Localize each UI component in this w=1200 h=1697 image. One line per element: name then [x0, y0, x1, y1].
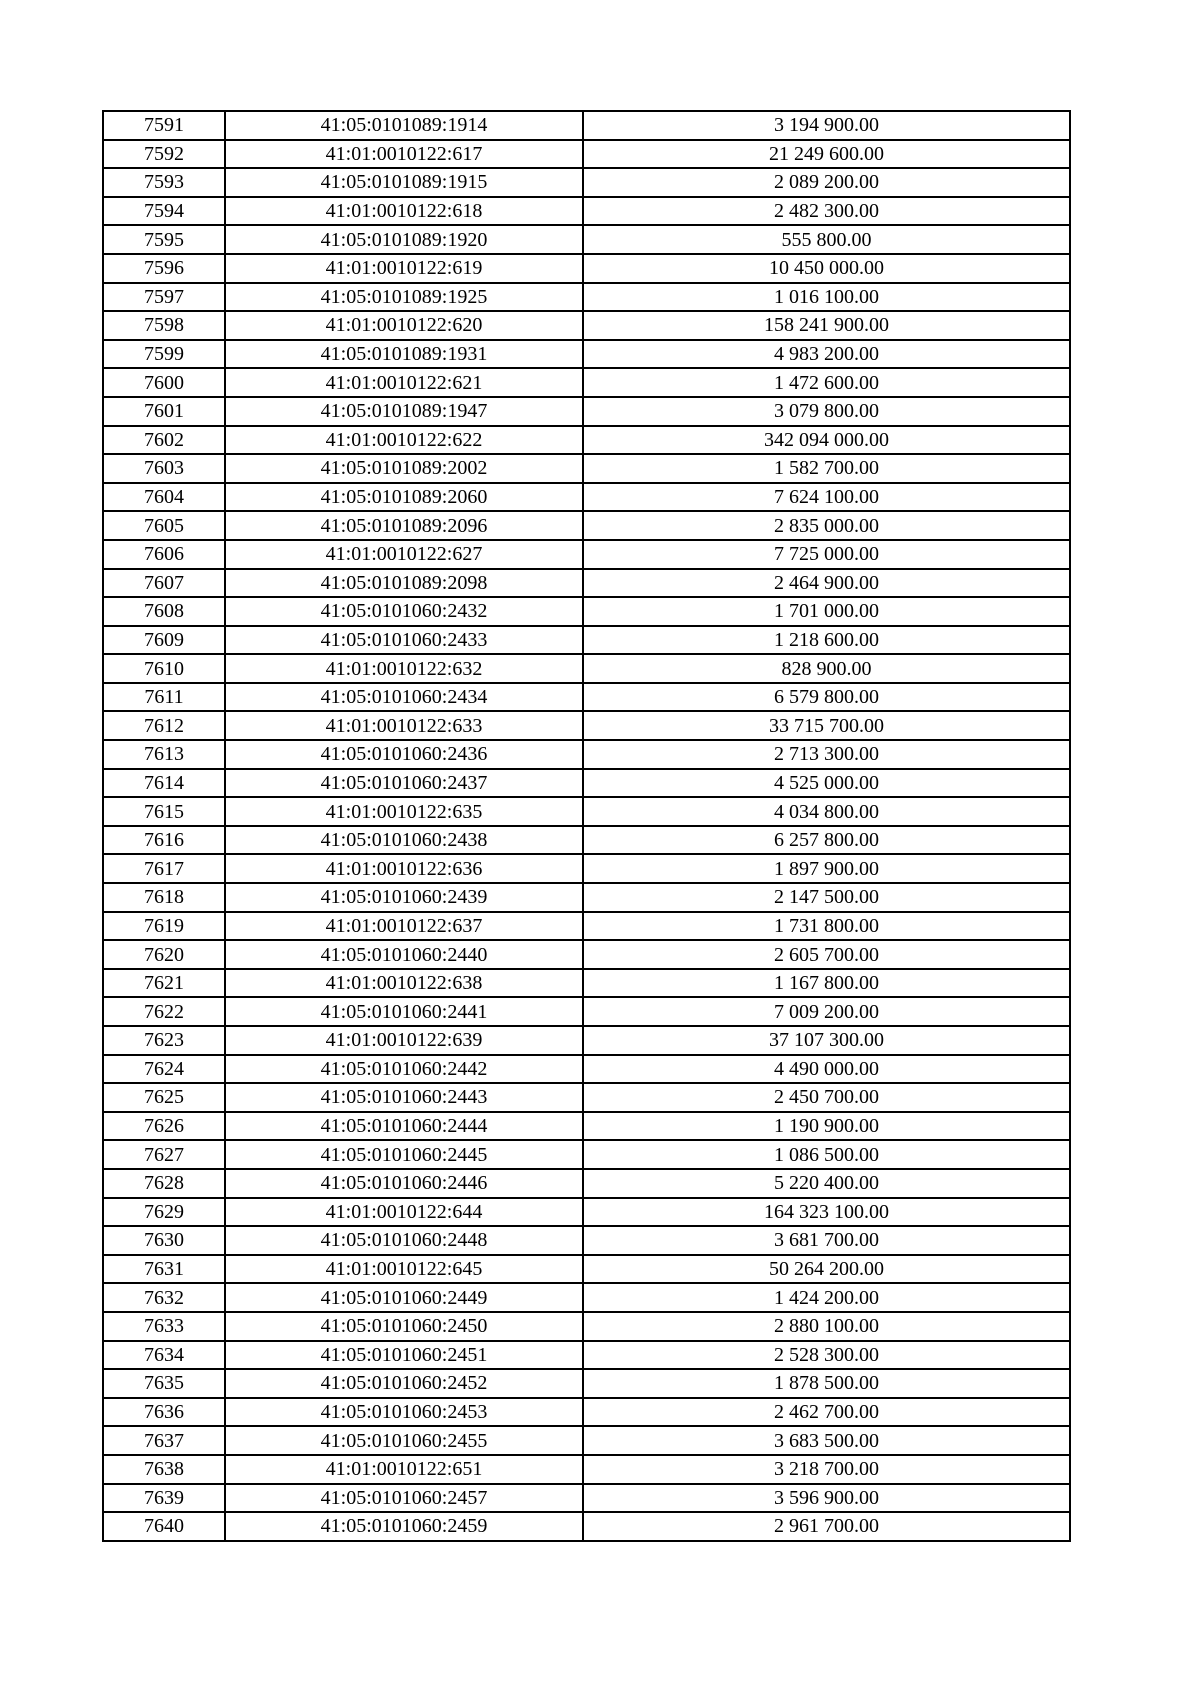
- cadastral-value-cell: 2 605 700.00: [583, 940, 1070, 969]
- cadastral-value-cell: 828 900.00: [583, 654, 1070, 683]
- cadastral-value-cell: 7 009 200.00: [583, 997, 1070, 1026]
- row-number-cell: 7597: [103, 283, 225, 312]
- table-row: [103, 769, 1070, 798]
- cadastral-value-cell: 2 089 200.00: [583, 168, 1070, 197]
- cadastral-value-cell: 3 194 900.00: [583, 111, 1070, 140]
- row-number-cell: 7624: [103, 1055, 225, 1084]
- row-number-cell: 7614: [103, 769, 225, 798]
- table-row: [103, 340, 1070, 369]
- cadastral-value-cell: 1 897 900.00: [583, 854, 1070, 883]
- row-number-cell: 7602: [103, 426, 225, 455]
- table-row: [103, 1055, 1070, 1084]
- cadastral-number-cell: 41:05:0101089:2002: [225, 454, 583, 483]
- cadastral-number-cell: 41:01:0010122:639: [225, 1026, 583, 1055]
- table-row: [103, 483, 1070, 512]
- table-row: [103, 940, 1070, 969]
- table-row: [103, 397, 1070, 426]
- table-row: [103, 1255, 1070, 1284]
- row-number-cell: 7637: [103, 1426, 225, 1455]
- row-number-cell: 7640: [103, 1512, 225, 1541]
- cadastral-value-cell: 2 961 700.00: [583, 1512, 1070, 1541]
- cadastral-number-cell: 41:05:0101060:2433: [225, 626, 583, 655]
- row-number-cell: 7591: [103, 111, 225, 140]
- row-number-cell: 7631: [103, 1255, 225, 1284]
- table-row: [103, 1369, 1070, 1398]
- row-number-cell: 7611: [103, 683, 225, 712]
- row-number-cell: 7607: [103, 569, 225, 598]
- row-number-cell: 7617: [103, 854, 225, 883]
- cadastral-value-cell: 2 835 000.00: [583, 511, 1070, 540]
- cadastral-number-cell: 41:05:0101060:2440: [225, 940, 583, 969]
- row-number-cell: 7613: [103, 740, 225, 769]
- row-number-cell: 7596: [103, 254, 225, 283]
- cadastral-number-cell: 41:01:0010122:633: [225, 711, 583, 740]
- cadastral-value-cell: 5 220 400.00: [583, 1169, 1070, 1198]
- cadastral-value-cell: 3 218 700.00: [583, 1455, 1070, 1484]
- row-number-cell: 7618: [103, 883, 225, 912]
- table-row: [103, 1083, 1070, 1112]
- table-row: [103, 426, 1070, 455]
- cadastral-value-table: [102, 110, 1071, 1542]
- table-row: [103, 511, 1070, 540]
- cadastral-number-cell: 41:05:0101089:1931: [225, 340, 583, 369]
- cadastral-value-cell: 21 249 600.00: [583, 140, 1070, 169]
- cadastral-number-cell: 41:05:0101060:2438: [225, 826, 583, 855]
- cadastral-value-cell: 3 683 500.00: [583, 1426, 1070, 1455]
- cadastral-value-cell: 37 107 300.00: [583, 1026, 1070, 1055]
- cadastral-value-cell: 3 681 700.00: [583, 1226, 1070, 1255]
- cadastral-number-cell: 41:01:0010122:635: [225, 797, 583, 826]
- row-number-cell: 7605: [103, 511, 225, 540]
- cadastral-value-cell: 33 715 700.00: [583, 711, 1070, 740]
- cadastral-number-cell: 41:01:0010122:627: [225, 540, 583, 569]
- cadastral-number-cell: 41:05:0101089:2060: [225, 483, 583, 512]
- cadastral-number-cell: 41:01:0010122:636: [225, 854, 583, 883]
- row-number-cell: 7632: [103, 1283, 225, 1312]
- row-number-cell: 7633: [103, 1312, 225, 1341]
- cadastral-value-cell: 555 800.00: [583, 225, 1070, 254]
- table-row: [103, 1455, 1070, 1484]
- row-number-cell: 7638: [103, 1455, 225, 1484]
- cadastral-number-cell: 41:05:0101060:2439: [225, 883, 583, 912]
- table-row: [103, 168, 1070, 197]
- row-number-cell: 7635: [103, 1369, 225, 1398]
- row-number-cell: 7615: [103, 797, 225, 826]
- cadastral-number-cell: 41:05:0101060:2445: [225, 1140, 583, 1169]
- cadastral-number-cell: 41:05:0101060:2444: [225, 1112, 583, 1141]
- table-row: [103, 883, 1070, 912]
- table-row: [103, 740, 1070, 769]
- cadastral-value-cell: 1 086 500.00: [583, 1140, 1070, 1169]
- cadastral-number-cell: 41:05:0101060:2448: [225, 1226, 583, 1255]
- cadastral-number-cell: 41:05:0101060:2449: [225, 1283, 583, 1312]
- cadastral-number-cell: 41:01:0010122:622: [225, 426, 583, 455]
- cadastral-number-cell: 41:01:0010122:637: [225, 912, 583, 941]
- cadastral-value-cell: 1 878 500.00: [583, 1369, 1070, 1398]
- cadastral-value-cell: 1 731 800.00: [583, 912, 1070, 941]
- cadastral-number-cell: 41:05:0101060:2451: [225, 1341, 583, 1370]
- table-row: [103, 283, 1070, 312]
- cadastral-number-cell: 41:05:0101060:2442: [225, 1055, 583, 1084]
- cadastral-value-cell: 2 147 500.00: [583, 883, 1070, 912]
- cadastral-number-cell: 41:01:0010122:638: [225, 969, 583, 998]
- cadastral-value-cell: 10 450 000.00: [583, 254, 1070, 283]
- row-number-cell: 7608: [103, 597, 225, 626]
- row-number-cell: 7622: [103, 997, 225, 1026]
- row-number-cell: 7630: [103, 1226, 225, 1255]
- table-row: [103, 626, 1070, 655]
- cadastral-number-cell: 41:05:0101089:1920: [225, 225, 583, 254]
- cadastral-value-cell: 1 472 600.00: [583, 368, 1070, 397]
- cadastral-number-cell: 41:05:0101060:2434: [225, 683, 583, 712]
- row-number-cell: 7627: [103, 1140, 225, 1169]
- cadastral-value-cell: 6 579 800.00: [583, 683, 1070, 712]
- cadastral-value-cell: 1 218 600.00: [583, 626, 1070, 655]
- cadastral-number-cell: 41:05:0101060:2457: [225, 1484, 583, 1513]
- cadastral-value-cell: 50 264 200.00: [583, 1255, 1070, 1284]
- cadastral-number-cell: 41:05:0101089:1947: [225, 397, 583, 426]
- cadastral-number-cell: 41:05:0101089:2096: [225, 511, 583, 540]
- cadastral-number-cell: 41:05:0101060:2455: [225, 1426, 583, 1455]
- row-number-cell: 7612: [103, 711, 225, 740]
- cadastral-value-cell: 7 624 100.00: [583, 483, 1070, 512]
- cadastral-value-cell: 4 983 200.00: [583, 340, 1070, 369]
- table-row: [103, 454, 1070, 483]
- cadastral-number-cell: 41:05:0101060:2437: [225, 769, 583, 798]
- row-number-cell: 7636: [103, 1398, 225, 1427]
- row-number-cell: 7609: [103, 626, 225, 655]
- table-row: [103, 1341, 1070, 1370]
- cadastral-number-cell: 41:01:0010122:619: [225, 254, 583, 283]
- row-number-cell: 7619: [103, 912, 225, 941]
- row-number-cell: 7639: [103, 1484, 225, 1513]
- table-row: [103, 1169, 1070, 1198]
- row-number-cell: 7603: [103, 454, 225, 483]
- row-number-cell: 7598: [103, 311, 225, 340]
- row-number-cell: 7623: [103, 1026, 225, 1055]
- cadastral-value-cell: 1 016 100.00: [583, 283, 1070, 312]
- table-row: [103, 1484, 1070, 1513]
- table-body: [103, 111, 1070, 1541]
- cadastral-number-cell: 41:05:0101060:2459: [225, 1512, 583, 1541]
- cadastral-number-cell: 41:05:0101060:2446: [225, 1169, 583, 1198]
- row-number-cell: 7592: [103, 140, 225, 169]
- cadastral-value-cell: 3 079 800.00: [583, 397, 1070, 426]
- row-number-cell: 7601: [103, 397, 225, 426]
- table-row: [103, 1426, 1070, 1455]
- table-row: [103, 225, 1070, 254]
- cadastral-number-cell: 41:05:0101089:2098: [225, 569, 583, 598]
- cadastral-number-cell: 41:01:0010122:620: [225, 311, 583, 340]
- cadastral-number-cell: 41:05:0101060:2441: [225, 997, 583, 1026]
- table-row: [103, 912, 1070, 941]
- row-number-cell: 7621: [103, 969, 225, 998]
- cadastral-value-cell: 2 713 300.00: [583, 740, 1070, 769]
- cadastral-value-cell: 164 323 100.00: [583, 1198, 1070, 1227]
- cadastral-number-cell: 41:05:0101060:2450: [225, 1312, 583, 1341]
- table-row: [103, 1140, 1070, 1169]
- cadastral-number-cell: 41:05:0101089:1925: [225, 283, 583, 312]
- table-row: [103, 197, 1070, 226]
- cadastral-value-cell: 2 464 900.00: [583, 569, 1070, 598]
- cadastral-value-cell: 3 596 900.00: [583, 1484, 1070, 1513]
- cadastral-number-cell: 41:01:0010122:618: [225, 197, 583, 226]
- cadastral-value-cell: 4 490 000.00: [583, 1055, 1070, 1084]
- row-number-cell: 7620: [103, 940, 225, 969]
- table-row: [103, 1512, 1070, 1541]
- table-row: [103, 569, 1070, 598]
- row-number-cell: 7606: [103, 540, 225, 569]
- row-number-cell: 7595: [103, 225, 225, 254]
- table-row: [103, 111, 1070, 140]
- table-row: [103, 1283, 1070, 1312]
- cadastral-value-cell: 7 725 000.00: [583, 540, 1070, 569]
- table-row: [103, 1198, 1070, 1227]
- table-row: [103, 997, 1070, 1026]
- cadastral-value-cell: 1 701 000.00: [583, 597, 1070, 626]
- table-row: [103, 140, 1070, 169]
- row-number-cell: 7599: [103, 340, 225, 369]
- row-number-cell: 7604: [103, 483, 225, 512]
- table-row: [103, 683, 1070, 712]
- row-number-cell: 7629: [103, 1198, 225, 1227]
- cadastral-value-cell: 2 482 300.00: [583, 197, 1070, 226]
- cadastral-value-cell: 158 241 900.00: [583, 311, 1070, 340]
- cadastral-number-cell: 41:01:0010122:617: [225, 140, 583, 169]
- cadastral-value-cell: 2 528 300.00: [583, 1341, 1070, 1370]
- row-number-cell: 7625: [103, 1083, 225, 1112]
- row-number-cell: 7634: [103, 1341, 225, 1370]
- cadastral-number-cell: 41:01:0010122:621: [225, 368, 583, 397]
- table-row: [103, 311, 1070, 340]
- cadastral-number-cell: 41:01:0010122:645: [225, 1255, 583, 1284]
- row-number-cell: 7610: [103, 654, 225, 683]
- row-number-cell: 7600: [103, 368, 225, 397]
- table-row: [103, 969, 1070, 998]
- cadastral-value-cell: 4 034 800.00: [583, 797, 1070, 826]
- row-number-cell: 7628: [103, 1169, 225, 1198]
- cadastral-number-cell: 41:01:0010122:632: [225, 654, 583, 683]
- cadastral-number-cell: 41:05:0101060:2443: [225, 1083, 583, 1112]
- cadastral-value-cell: 6 257 800.00: [583, 826, 1070, 855]
- row-number-cell: 7626: [103, 1112, 225, 1141]
- cadastral-number-cell: 41:01:0010122:651: [225, 1455, 583, 1484]
- cadastral-value-cell: 342 094 000.00: [583, 426, 1070, 455]
- table-row: [103, 254, 1070, 283]
- table-row: [103, 540, 1070, 569]
- cadastral-value-cell: 1 582 700.00: [583, 454, 1070, 483]
- table-row: [103, 854, 1070, 883]
- cadastral-value-cell: 4 525 000.00: [583, 769, 1070, 798]
- cadastral-value-cell: 1 190 900.00: [583, 1112, 1070, 1141]
- cadastral-number-cell: 41:05:0101060:2436: [225, 740, 583, 769]
- row-number-cell: 7593: [103, 168, 225, 197]
- cadastral-number-cell: 41:05:0101060:2432: [225, 597, 583, 626]
- table-row: [103, 711, 1070, 740]
- table-row: [103, 1026, 1070, 1055]
- table-row: [103, 597, 1070, 626]
- table-row: [103, 797, 1070, 826]
- cadastral-value-cell: 2 462 700.00: [583, 1398, 1070, 1427]
- table-row: [103, 654, 1070, 683]
- table-row: [103, 1398, 1070, 1427]
- cadastral-number-cell: 41:01:0010122:644: [225, 1198, 583, 1227]
- cadastral-value-cell: 2 450 700.00: [583, 1083, 1070, 1112]
- cadastral-value-cell: 1 167 800.00: [583, 969, 1070, 998]
- row-number-cell: 7594: [103, 197, 225, 226]
- table-row: [103, 1312, 1070, 1341]
- table-row: [103, 368, 1070, 397]
- cadastral-number-cell: 41:05:0101060:2452: [225, 1369, 583, 1398]
- cadastral-number-cell: 41:05:0101089:1914: [225, 111, 583, 140]
- table-row: [103, 826, 1070, 855]
- table-row: [103, 1226, 1070, 1255]
- cadastral-number-cell: 41:05:0101060:2453: [225, 1398, 583, 1427]
- cadastral-value-cell: 2 880 100.00: [583, 1312, 1070, 1341]
- table-row: [103, 1112, 1070, 1141]
- cadastral-number-cell: 41:05:0101089:1915: [225, 168, 583, 197]
- row-number-cell: 7616: [103, 826, 225, 855]
- cadastral-value-cell: 1 424 200.00: [583, 1283, 1070, 1312]
